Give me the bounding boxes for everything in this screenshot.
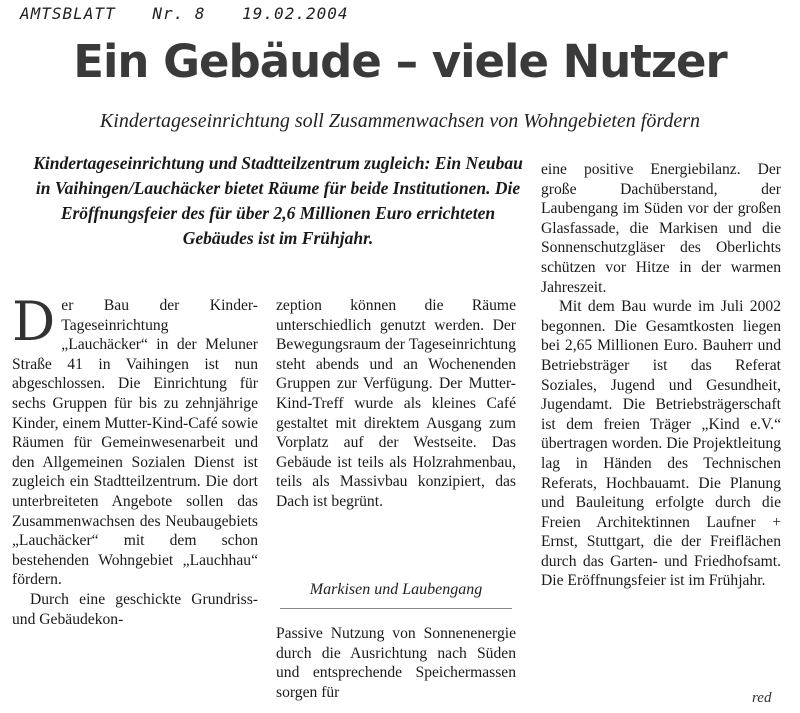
handwritten-source-note [20, 4, 374, 26]
column-2-bottom [276, 624, 516, 708]
section-subhead: Markisen und Laubengang [309, 581, 483, 598]
column-2-paragraph-1: zeption können die Räume unterschiedlich genutzt werden. Der Bewegungsraum der Tageseinrichtung steht abends und an Wochenenden Gruppen zur Verfügung. Der Mutter-Kind-Treff wurde als kleines Café gestaltet mit direktem Ausgang zum Vorplatz auf der Westseite. Das Gebäude ist teils als Holzrahmenbau, teils als Massivbau konzipiert, das Dach ist begrünt. [276, 297, 516, 510]
column-1-paragraph-1 [12, 296, 258, 590]
column-2-top [276, 296, 516, 566]
publication-name: AMTSBLATT [20, 4, 116, 23]
column-3-paragraph-2: Mit dem Bau wurde im Juli 2002 begonnen. Die Gesamtkosten liegen bei 2,65 Millionen Euro. Bauherr und Betriebsträger ist das Referat Soziales, Jugend und Gesundheit, Jugendamt. Die Betriebsträgerschaft ist dem freien Träger „Kind e.V.“ übertragen worden. Die Projektleitung lag in Händen des Technischen Referats, Hochbauamt. Die Planung und Bauleitung erfolgte durch die Freien Architektinnen Laufner + Ernst, Stuttgart, die der Freiflächen durch das Garten- und Friedhofsamt. Die Eröffnungsfeier ist im Frühjahr. [541, 298, 781, 590]
article-headline: Ein Gebäude – viele Nutzer [73, 35, 727, 88]
column-1-text-1: er Bau der Kinder-Tageseinrichtung „Lauchäcker“ in der Meluner Straße 41 in Vaihingen ist nun abgeschlossen. Die Einrichtung für sechs Gruppen für bis zu zehnjährige Kinder, einem Mutter-Kind-Café sowie Räumen für Gemeinwesenarbeit und den Allgemeinen Sozialen Dienst ist zugleich ein Stadtteilzentrum. Die dort unterbreiteten Angebote sollen das Zusammenwachsen des Neubaugebiets „Lauchäcker“ mit dem schon bestehenden Wohngebiet „Lauchhau“ fördern. [12, 297, 258, 589]
column-1 [12, 296, 258, 706]
column-3 [541, 160, 781, 710]
column-3-paragraph-1: eine positive Energiebilanz. Der große Dachüberstand, der Laubengang im Süden vor der großen Glasfassade, die Markisen und die Sonnenschutzgläser des Oberlichts schützen vor Hitze in der warmen Jahreszeit. [541, 161, 781, 296]
column-1-paragraph-2: Durch eine geschickte Grundriss- und Gebäudekon- [12, 590, 258, 628]
author-initials: red [752, 690, 772, 706]
column-2-paragraph-2: Passive Nutzung von Sonnenenergie durch die Ausrichtung nach Süden und entsprechende Speichermassen sorgen für [276, 625, 516, 701]
section-divider [280, 608, 512, 609]
article-lead: Kindertageseinrichtung und Stadtteilzentrum zugleich: Ein Neubau in Vaihingen/Lauchäcker bietet Räume für beide Institutionen. Die Eröffnungsfeier des für über 2,6 Millionen Euro errichteten Gebäudes ist im Frühjahr. [33, 153, 523, 248]
article-subheadline: Kindertageseinrichtung soll Zusammenwachsen von Wohngebieten fördern [99, 110, 701, 132]
issue-date: 19.02.2004 [242, 4, 349, 23]
issue-number: Nr. 8 [152, 4, 206, 23]
drop-cap: D [12, 296, 56, 353]
